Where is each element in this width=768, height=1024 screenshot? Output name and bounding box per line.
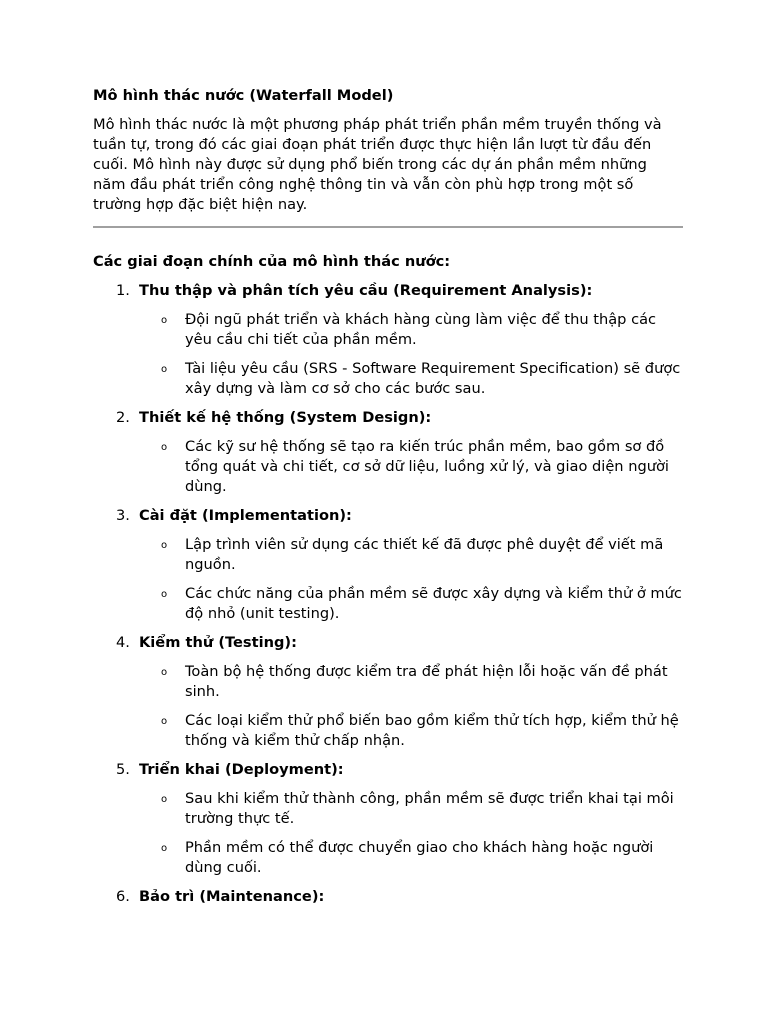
stage-item — [93, 408, 683, 497]
stage-title: Kiểm thử (Testing): — [139, 634, 297, 651]
detail-item — [139, 535, 683, 575]
detail-text: Sau khi kiểm thử thành công, phần mềm sẽ được triển khai tại môi trường thực tế. — [185, 790, 674, 827]
stage-details — [139, 535, 683, 624]
detail-text: Tài liệu yêu cầu (SRS - Software Requirement Specification) sẽ được xây dựng và làm cơ sở cho các bước sau. — [185, 360, 681, 397]
stage-item — [93, 633, 683, 751]
stage-item — [93, 281, 683, 399]
stage-title: Thiết kế hệ thống (System Design): — [139, 409, 432, 426]
stage-number: 6. — [116, 888, 130, 905]
document-page — [93, 86, 683, 916]
detail-text: Các loại kiểm thử phổ biến bao gồm kiểm thử tích hợp, kiểm thử hệ thống và kiểm thử chấp nhận. — [185, 712, 679, 749]
circle-bullet-icon: o — [161, 540, 168, 551]
stage-title: Bảo trì (Maintenance): — [139, 888, 325, 905]
stage-title: Thu thập và phân tích yêu cầu (Requirement Analysis): — [139, 282, 593, 299]
circle-bullet-icon: o — [161, 716, 168, 727]
detail-item — [139, 838, 683, 878]
detail-text: Đội ngũ phát triển và khách hàng cùng làm việc để thu thập các yêu cầu chi tiết của phần mềm. — [185, 311, 657, 348]
detail-text: Các chức năng của phần mềm sẽ được xây dựng và kiểm thử ở mức độ nhỏ (unit testing). — [185, 585, 682, 622]
circle-bullet-icon: o — [161, 364, 168, 375]
detail-text: Phần mềm có thể được chuyển giao cho khách hàng hoặc người dùng cuối. — [185, 839, 654, 876]
detail-item — [139, 662, 683, 702]
section-heading: Các giai đoạn chính của mô hình thác nước: — [93, 253, 451, 270]
intro-paragraph: Mô hình thác nước là một phương pháp phát triển phần mềm truyền thống và tuần tự, trong đó các giai đoạn phát triển được thực hiện lần lượt từ đầu đến cuối. Mô hình này được sử dụng phổ biến trong các dự án phần mềm những năm đầu phát triển công nghệ thông tin và vẫn còn phù hợp trong một số trường hợp đặc biệt hiện nay. — [93, 116, 662, 213]
detail-text: Lập trình viên sử dụng các thiết kế đã được phê duyệt để viết mã nguồn. — [185, 536, 664, 573]
stage-details — [139, 437, 683, 497]
stages-list — [93, 281, 683, 907]
circle-bullet-icon: o — [161, 794, 168, 805]
detail-text: Toàn bộ hệ thống được kiểm tra để phát hiện lỗi hoặc vấn đề phát sinh. — [185, 663, 668, 700]
detail-text: Các kỹ sư hệ thống sẽ tạo ra kiến trúc phần mềm, bao gồm sơ đồ tổng quát và chi tiết, cơ sở dữ liệu, luồng xử lý, và giao diện người dùng. — [185, 438, 669, 495]
stage-number: 5. — [116, 761, 130, 778]
stage-item — [93, 760, 683, 878]
detail-item — [139, 789, 683, 829]
detail-item — [139, 310, 683, 350]
document-title: Mô hình thác nước (Waterfall Model) — [93, 87, 394, 104]
stage-title: Triển khai (Deployment): — [139, 761, 344, 778]
horizontal-divider — [93, 226, 683, 228]
stage-item — [93, 887, 683, 907]
circle-bullet-icon: o — [161, 667, 168, 678]
circle-bullet-icon: o — [161, 843, 168, 854]
detail-item — [139, 711, 683, 751]
stage-number: 2. — [116, 409, 130, 426]
stage-details — [139, 662, 683, 751]
stage-number: 1. — [116, 282, 130, 299]
stage-details — [139, 310, 683, 399]
stage-number: 4. — [116, 634, 130, 651]
stage-details — [139, 789, 683, 878]
stage-item — [93, 506, 683, 624]
stage-title: Cài đặt (Implementation): — [139, 507, 352, 524]
circle-bullet-icon: o — [161, 442, 168, 453]
detail-item — [139, 584, 683, 624]
detail-item — [139, 437, 683, 497]
stage-number: 3. — [116, 507, 130, 524]
detail-item — [139, 359, 683, 399]
circle-bullet-icon: o — [161, 589, 168, 600]
circle-bullet-icon: o — [161, 315, 168, 326]
